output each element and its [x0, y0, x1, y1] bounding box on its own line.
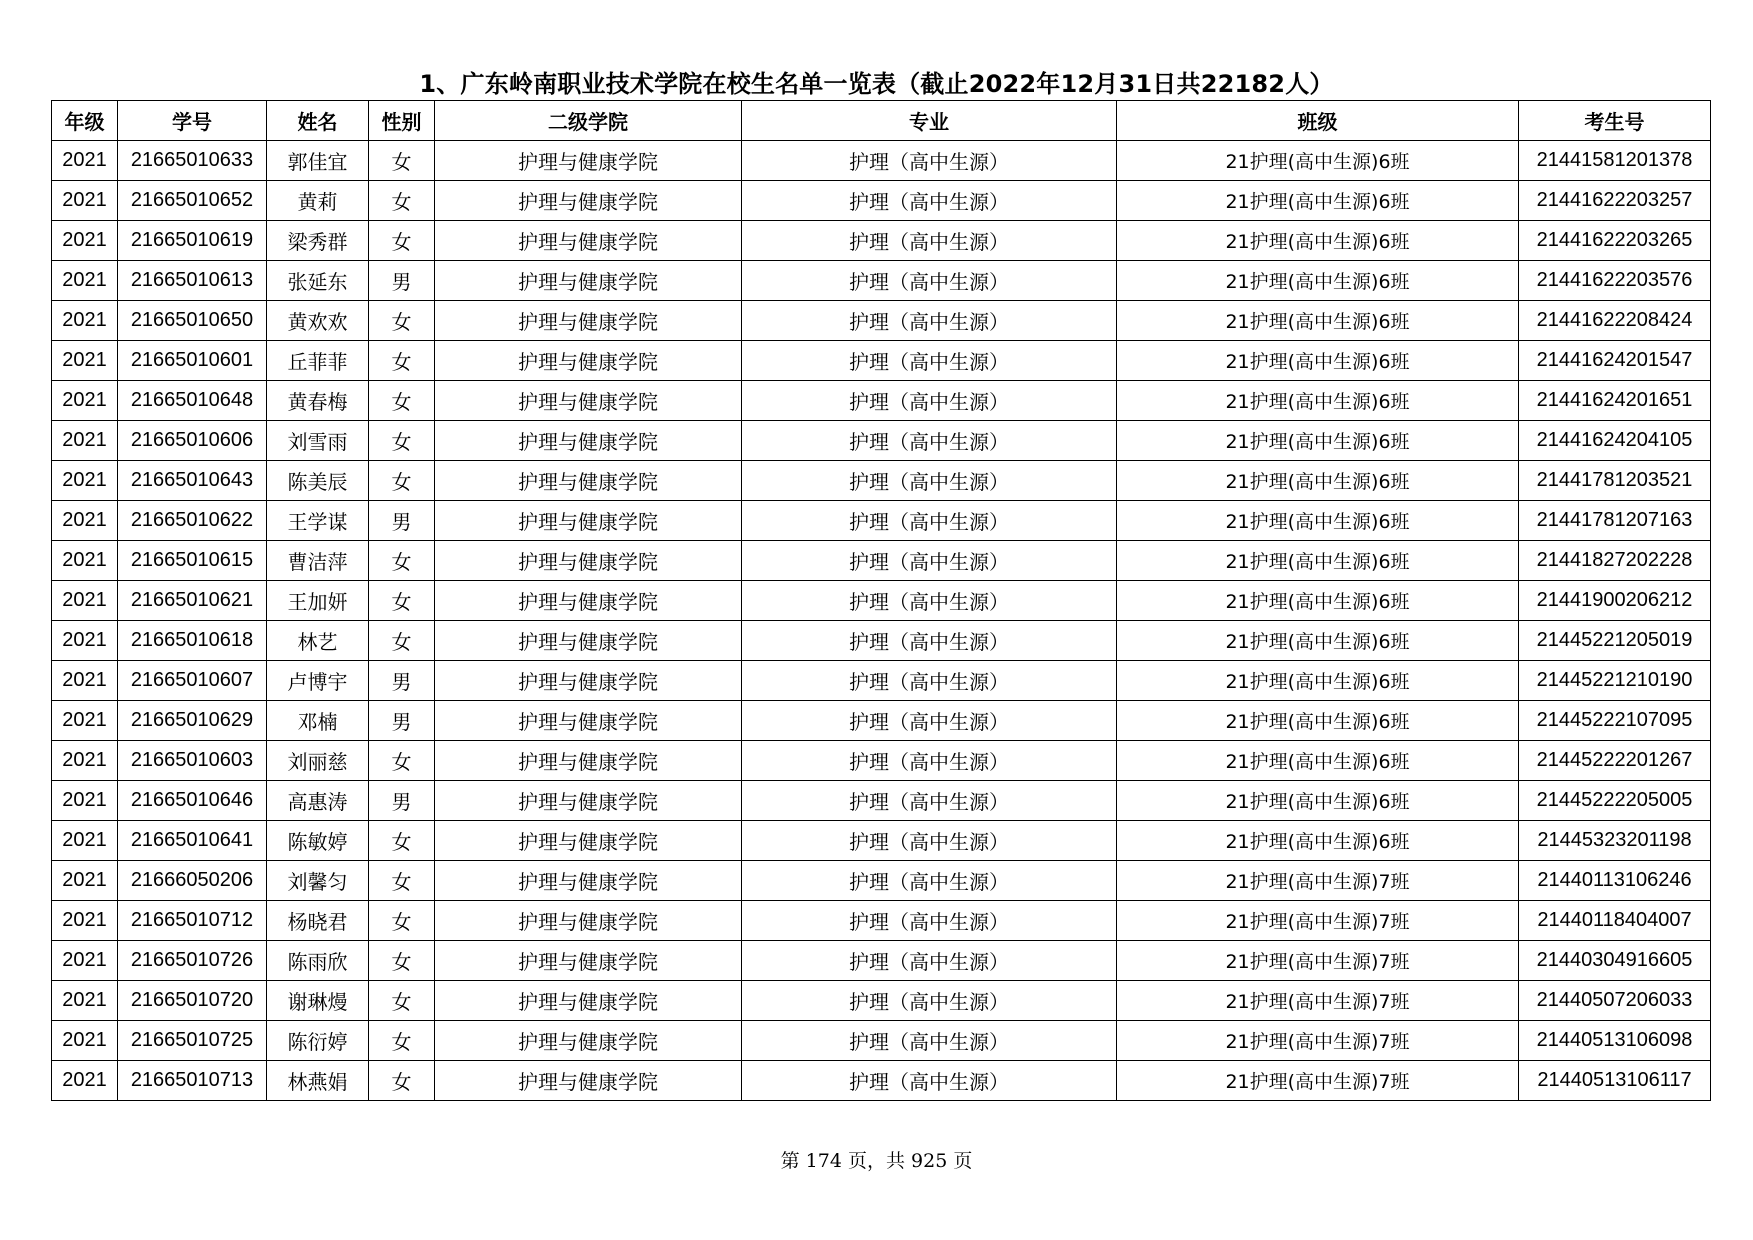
gender-cell: 男 [369, 501, 435, 541]
column-header-name: 姓名 [267, 101, 369, 141]
student-id-cell: 21665010615 [118, 541, 267, 581]
college-cell: 护理与健康学院 [435, 141, 742, 181]
college-cell: 护理与健康学院 [435, 421, 742, 461]
name-cell: 梁秀群 [267, 221, 369, 261]
exam-number-cell: 21441581201378 [1519, 141, 1711, 181]
name-cell: 林燕娟 [267, 1061, 369, 1101]
student-id-cell: 21665010618 [118, 621, 267, 661]
name-cell: 杨晓君 [267, 901, 369, 941]
college-cell: 护理与健康学院 [435, 381, 742, 421]
exam-number-cell: 21441624201547 [1519, 341, 1711, 381]
gender-cell: 女 [369, 861, 435, 901]
table-row [52, 741, 1711, 781]
class-cell: 21护理(高中生源)7班 [1117, 861, 1519, 901]
table-row [52, 941, 1711, 981]
college-cell: 护理与健康学院 [435, 941, 742, 981]
college-cell: 护理与健康学院 [435, 821, 742, 861]
name-cell: 卢博宇 [267, 661, 369, 701]
grade-cell: 2021 [52, 261, 118, 301]
gender-cell: 女 [369, 381, 435, 421]
major-cell: 护理（高中生源） [742, 1021, 1117, 1061]
college-cell: 护理与健康学院 [435, 901, 742, 941]
table-body [52, 141, 1711, 1101]
exam-number-cell: 21441900206212 [1519, 581, 1711, 621]
college-cell: 护理与健康学院 [435, 461, 742, 501]
exam-number-cell: 21445222107095 [1519, 701, 1711, 741]
class-cell: 21护理(高中生源)7班 [1117, 901, 1519, 941]
name-cell: 王加妍 [267, 581, 369, 621]
table-row [52, 381, 1711, 421]
exam-number-cell: 21441827202228 [1519, 541, 1711, 581]
student-id-cell: 21665010713 [118, 1061, 267, 1101]
table-row [52, 781, 1711, 821]
column-header-gender: 性别 [369, 101, 435, 141]
gender-cell: 女 [369, 741, 435, 781]
exam-number-cell: 21440507206033 [1519, 981, 1711, 1021]
grade-cell: 2021 [52, 941, 118, 981]
class-cell: 21护理(高中生源)6班 [1117, 421, 1519, 461]
major-cell: 护理（高中生源） [742, 861, 1117, 901]
name-cell: 陈雨欣 [267, 941, 369, 981]
class-cell: 21护理(高中生源)6班 [1117, 621, 1519, 661]
grade-cell: 2021 [52, 541, 118, 581]
name-cell: 陈衍婷 [267, 1021, 369, 1061]
student-id-cell: 21665010720 [118, 981, 267, 1021]
table-row [52, 981, 1711, 1021]
exam-number-cell: 21441622203265 [1519, 221, 1711, 261]
gender-cell: 男 [369, 781, 435, 821]
gender-cell: 男 [369, 701, 435, 741]
name-cell: 陈敏婷 [267, 821, 369, 861]
gender-cell: 女 [369, 461, 435, 501]
class-cell: 21护理(高中生源)6班 [1117, 741, 1519, 781]
class-cell: 21护理(高中生源)6班 [1117, 261, 1519, 301]
exam-number-cell: 21441622203576 [1519, 261, 1711, 301]
college-cell: 护理与健康学院 [435, 341, 742, 381]
exam-number-cell: 21441781207163 [1519, 501, 1711, 541]
college-cell: 护理与健康学院 [435, 661, 742, 701]
class-cell: 21护理(高中生源)6班 [1117, 141, 1519, 181]
exam-number-cell: 21440304916605 [1519, 941, 1711, 981]
class-cell: 21护理(高中生源)6班 [1117, 381, 1519, 421]
table-row [52, 1061, 1711, 1101]
gender-cell: 男 [369, 661, 435, 701]
student-id-cell: 21665010601 [118, 341, 267, 381]
exam-number-cell: 21445222205005 [1519, 781, 1711, 821]
gender-cell: 女 [369, 421, 435, 461]
exam-number-cell: 21441622208424 [1519, 301, 1711, 341]
name-cell: 郭佳宜 [267, 141, 369, 181]
grade-cell: 2021 [52, 221, 118, 261]
exam-number-cell: 21441624204105 [1519, 421, 1711, 461]
major-cell: 护理（高中生源） [742, 661, 1117, 701]
name-cell: 邓楠 [267, 701, 369, 741]
gender-cell: 男 [369, 261, 435, 301]
college-cell: 护理与健康学院 [435, 1061, 742, 1101]
gender-cell: 女 [369, 141, 435, 181]
table-row [52, 301, 1711, 341]
college-cell: 护理与健康学院 [435, 301, 742, 341]
major-cell: 护理（高中生源） [742, 221, 1117, 261]
major-cell: 护理（高中生源） [742, 941, 1117, 981]
major-cell: 护理（高中生源） [742, 341, 1117, 381]
major-cell: 护理（高中生源） [742, 301, 1117, 341]
class-cell: 21护理(高中生源)7班 [1117, 1021, 1519, 1061]
student-id-cell: 21665010712 [118, 901, 267, 941]
class-cell: 21护理(高中生源)6班 [1117, 821, 1519, 861]
page-footer: 第 174 页，共 925 页 [780, 1150, 973, 1172]
table-row [52, 421, 1711, 461]
table-row [52, 901, 1711, 941]
name-cell: 刘丽慈 [267, 741, 369, 781]
grade-cell: 2021 [52, 141, 118, 181]
student-id-cell: 21665010725 [118, 1021, 267, 1061]
college-cell: 护理与健康学院 [435, 981, 742, 1021]
student-id-cell: 21665010619 [118, 221, 267, 261]
exam-number-cell: 21445323201198 [1519, 821, 1711, 861]
grade-cell: 2021 [52, 1021, 118, 1061]
name-cell: 高惠涛 [267, 781, 369, 821]
student-id-cell: 21665010622 [118, 501, 267, 541]
student-id-cell: 21665010646 [118, 781, 267, 821]
column-header-exam-number: 考生号 [1519, 101, 1711, 141]
grade-cell: 2021 [52, 621, 118, 661]
name-cell: 刘馨匀 [267, 861, 369, 901]
table-row [52, 541, 1711, 581]
gender-cell: 女 [369, 181, 435, 221]
class-cell: 21护理(高中生源)7班 [1117, 1061, 1519, 1101]
exam-number-cell: 21440513106117 [1519, 1061, 1711, 1101]
student-id-cell: 21665010621 [118, 581, 267, 621]
table-row [52, 501, 1711, 541]
table-row [52, 141, 1711, 181]
column-header-student-id: 学号 [118, 101, 267, 141]
gender-cell: 女 [369, 341, 435, 381]
column-header-grade: 年级 [52, 101, 118, 141]
grade-cell: 2021 [52, 341, 118, 381]
exam-number-cell: 21441622203257 [1519, 181, 1711, 221]
document-title: 1、广东岭南职业技术学院在校生名单一览表（截止2022年12月31日共22182人） [419, 70, 1334, 98]
name-cell: 陈美辰 [267, 461, 369, 501]
major-cell: 护理（高中生源） [742, 581, 1117, 621]
class-cell: 21护理(高中生源)6班 [1117, 501, 1519, 541]
table-row [52, 581, 1711, 621]
student-id-cell: 21665010648 [118, 381, 267, 421]
column-header-major: 专业 [742, 101, 1117, 141]
name-cell: 王学谋 [267, 501, 369, 541]
class-cell: 21护理(高中生源)6班 [1117, 221, 1519, 261]
grade-cell: 2021 [52, 861, 118, 901]
exam-number-cell: 21440118404007 [1519, 901, 1711, 941]
name-cell: 林艺 [267, 621, 369, 661]
name-cell: 谢琳熳 [267, 981, 369, 1021]
table-row [52, 861, 1711, 901]
major-cell: 护理（高中生源） [742, 621, 1117, 661]
grade-cell: 2021 [52, 981, 118, 1021]
class-cell: 21护理(高中生源)6班 [1117, 581, 1519, 621]
class-cell: 21护理(高中生源)6班 [1117, 781, 1519, 821]
major-cell: 护理（高中生源） [742, 981, 1117, 1021]
major-cell: 护理（高中生源） [742, 141, 1117, 181]
gender-cell: 女 [369, 941, 435, 981]
table-header-row [52, 101, 1711, 141]
table-row [52, 821, 1711, 861]
major-cell: 护理（高中生源） [742, 501, 1117, 541]
student-id-cell: 21665010606 [118, 421, 267, 461]
student-id-cell: 21665010607 [118, 661, 267, 701]
student-id-cell: 21665010641 [118, 821, 267, 861]
college-cell: 护理与健康学院 [435, 181, 742, 221]
student-id-cell: 21665010652 [118, 181, 267, 221]
name-cell: 黄春梅 [267, 381, 369, 421]
college-cell: 护理与健康学院 [435, 741, 742, 781]
table-row [52, 621, 1711, 661]
student-id-cell: 21665010726 [118, 941, 267, 981]
class-cell: 21护理(高中生源)6班 [1117, 461, 1519, 501]
grade-cell: 2021 [52, 301, 118, 341]
class-cell: 21护理(高中生源)6班 [1117, 301, 1519, 341]
table-row [52, 221, 1711, 261]
name-cell: 黄莉 [267, 181, 369, 221]
exam-number-cell: 21441624201651 [1519, 381, 1711, 421]
grade-cell: 2021 [52, 421, 118, 461]
grade-cell: 2021 [52, 781, 118, 821]
student-id-cell: 21665010633 [118, 141, 267, 181]
major-cell: 护理（高中生源） [742, 421, 1117, 461]
exam-number-cell: 21445222201267 [1519, 741, 1711, 781]
gender-cell: 女 [369, 1061, 435, 1101]
exam-number-cell: 21440513106098 [1519, 1021, 1711, 1061]
grade-cell: 2021 [52, 661, 118, 701]
exam-number-cell: 21440113106246 [1519, 861, 1711, 901]
major-cell: 护理（高中生源） [742, 181, 1117, 221]
grade-cell: 2021 [52, 701, 118, 741]
student-id-cell: 21665010613 [118, 261, 267, 301]
gender-cell: 女 [369, 221, 435, 261]
name-cell: 黄欢欢 [267, 301, 369, 341]
exam-number-cell: 21441781203521 [1519, 461, 1711, 501]
major-cell: 护理（高中生源） [742, 781, 1117, 821]
class-cell: 21护理(高中生源)6班 [1117, 701, 1519, 741]
class-cell: 21护理(高中生源)7班 [1117, 981, 1519, 1021]
gender-cell: 女 [369, 901, 435, 941]
major-cell: 护理（高中生源） [742, 541, 1117, 581]
grade-cell: 2021 [52, 821, 118, 861]
major-cell: 护理（高中生源） [742, 741, 1117, 781]
student-id-cell: 21665010650 [118, 301, 267, 341]
major-cell: 护理（高中生源） [742, 821, 1117, 861]
student-id-cell: 21665010643 [118, 461, 267, 501]
exam-number-cell: 21445221205019 [1519, 621, 1711, 661]
table-row [52, 1021, 1711, 1061]
gender-cell: 女 [369, 981, 435, 1021]
student-id-cell: 21665010603 [118, 741, 267, 781]
grade-cell: 2021 [52, 181, 118, 221]
table-row [52, 701, 1711, 741]
column-header-class: 班级 [1117, 101, 1519, 141]
college-cell: 护理与健康学院 [435, 1021, 742, 1061]
college-cell: 护理与健康学院 [435, 701, 742, 741]
major-cell: 护理（高中生源） [742, 701, 1117, 741]
gender-cell: 女 [369, 621, 435, 661]
name-cell: 丘菲菲 [267, 341, 369, 381]
name-cell: 张延东 [267, 261, 369, 301]
table-row [52, 181, 1711, 221]
gender-cell: 女 [369, 581, 435, 621]
grade-cell: 2021 [52, 501, 118, 541]
name-cell: 曹洁萍 [267, 541, 369, 581]
gender-cell: 女 [369, 821, 435, 861]
major-cell: 护理（高中生源） [742, 461, 1117, 501]
major-cell: 护理（高中生源） [742, 901, 1117, 941]
grade-cell: 2021 [52, 901, 118, 941]
college-cell: 护理与健康学院 [435, 861, 742, 901]
table-row [52, 461, 1711, 501]
college-cell: 护理与健康学院 [435, 501, 742, 541]
table-row [52, 661, 1711, 701]
major-cell: 护理（高中生源） [742, 1061, 1117, 1101]
grade-cell: 2021 [52, 741, 118, 781]
class-cell: 21护理(高中生源)6班 [1117, 661, 1519, 701]
gender-cell: 女 [369, 541, 435, 581]
college-cell: 护理与健康学院 [435, 541, 742, 581]
college-cell: 护理与健康学院 [435, 621, 742, 661]
major-cell: 护理（高中生源） [742, 261, 1117, 301]
table-row [52, 261, 1711, 301]
class-cell: 21护理(高中生源)6班 [1117, 341, 1519, 381]
grade-cell: 2021 [52, 381, 118, 421]
gender-cell: 女 [369, 1021, 435, 1061]
class-cell: 21护理(高中生源)7班 [1117, 941, 1519, 981]
class-cell: 21护理(高中生源)6班 [1117, 541, 1519, 581]
college-cell: 护理与健康学院 [435, 781, 742, 821]
name-cell: 刘雪雨 [267, 421, 369, 461]
exam-number-cell: 21445221210190 [1519, 661, 1711, 701]
student-id-cell: 21665010629 [118, 701, 267, 741]
college-cell: 护理与健康学院 [435, 261, 742, 301]
grade-cell: 2021 [52, 581, 118, 621]
table-row [52, 341, 1711, 381]
student-roster-table [51, 100, 1711, 1101]
student-id-cell: 21666050206 [118, 861, 267, 901]
major-cell: 护理（高中生源） [742, 381, 1117, 421]
grade-cell: 2021 [52, 1061, 118, 1101]
grade-cell: 2021 [52, 461, 118, 501]
college-cell: 护理与健康学院 [435, 221, 742, 261]
class-cell: 21护理(高中生源)6班 [1117, 181, 1519, 221]
gender-cell: 女 [369, 301, 435, 341]
college-cell: 护理与健康学院 [435, 581, 742, 621]
column-header-college: 二级学院 [435, 101, 742, 141]
